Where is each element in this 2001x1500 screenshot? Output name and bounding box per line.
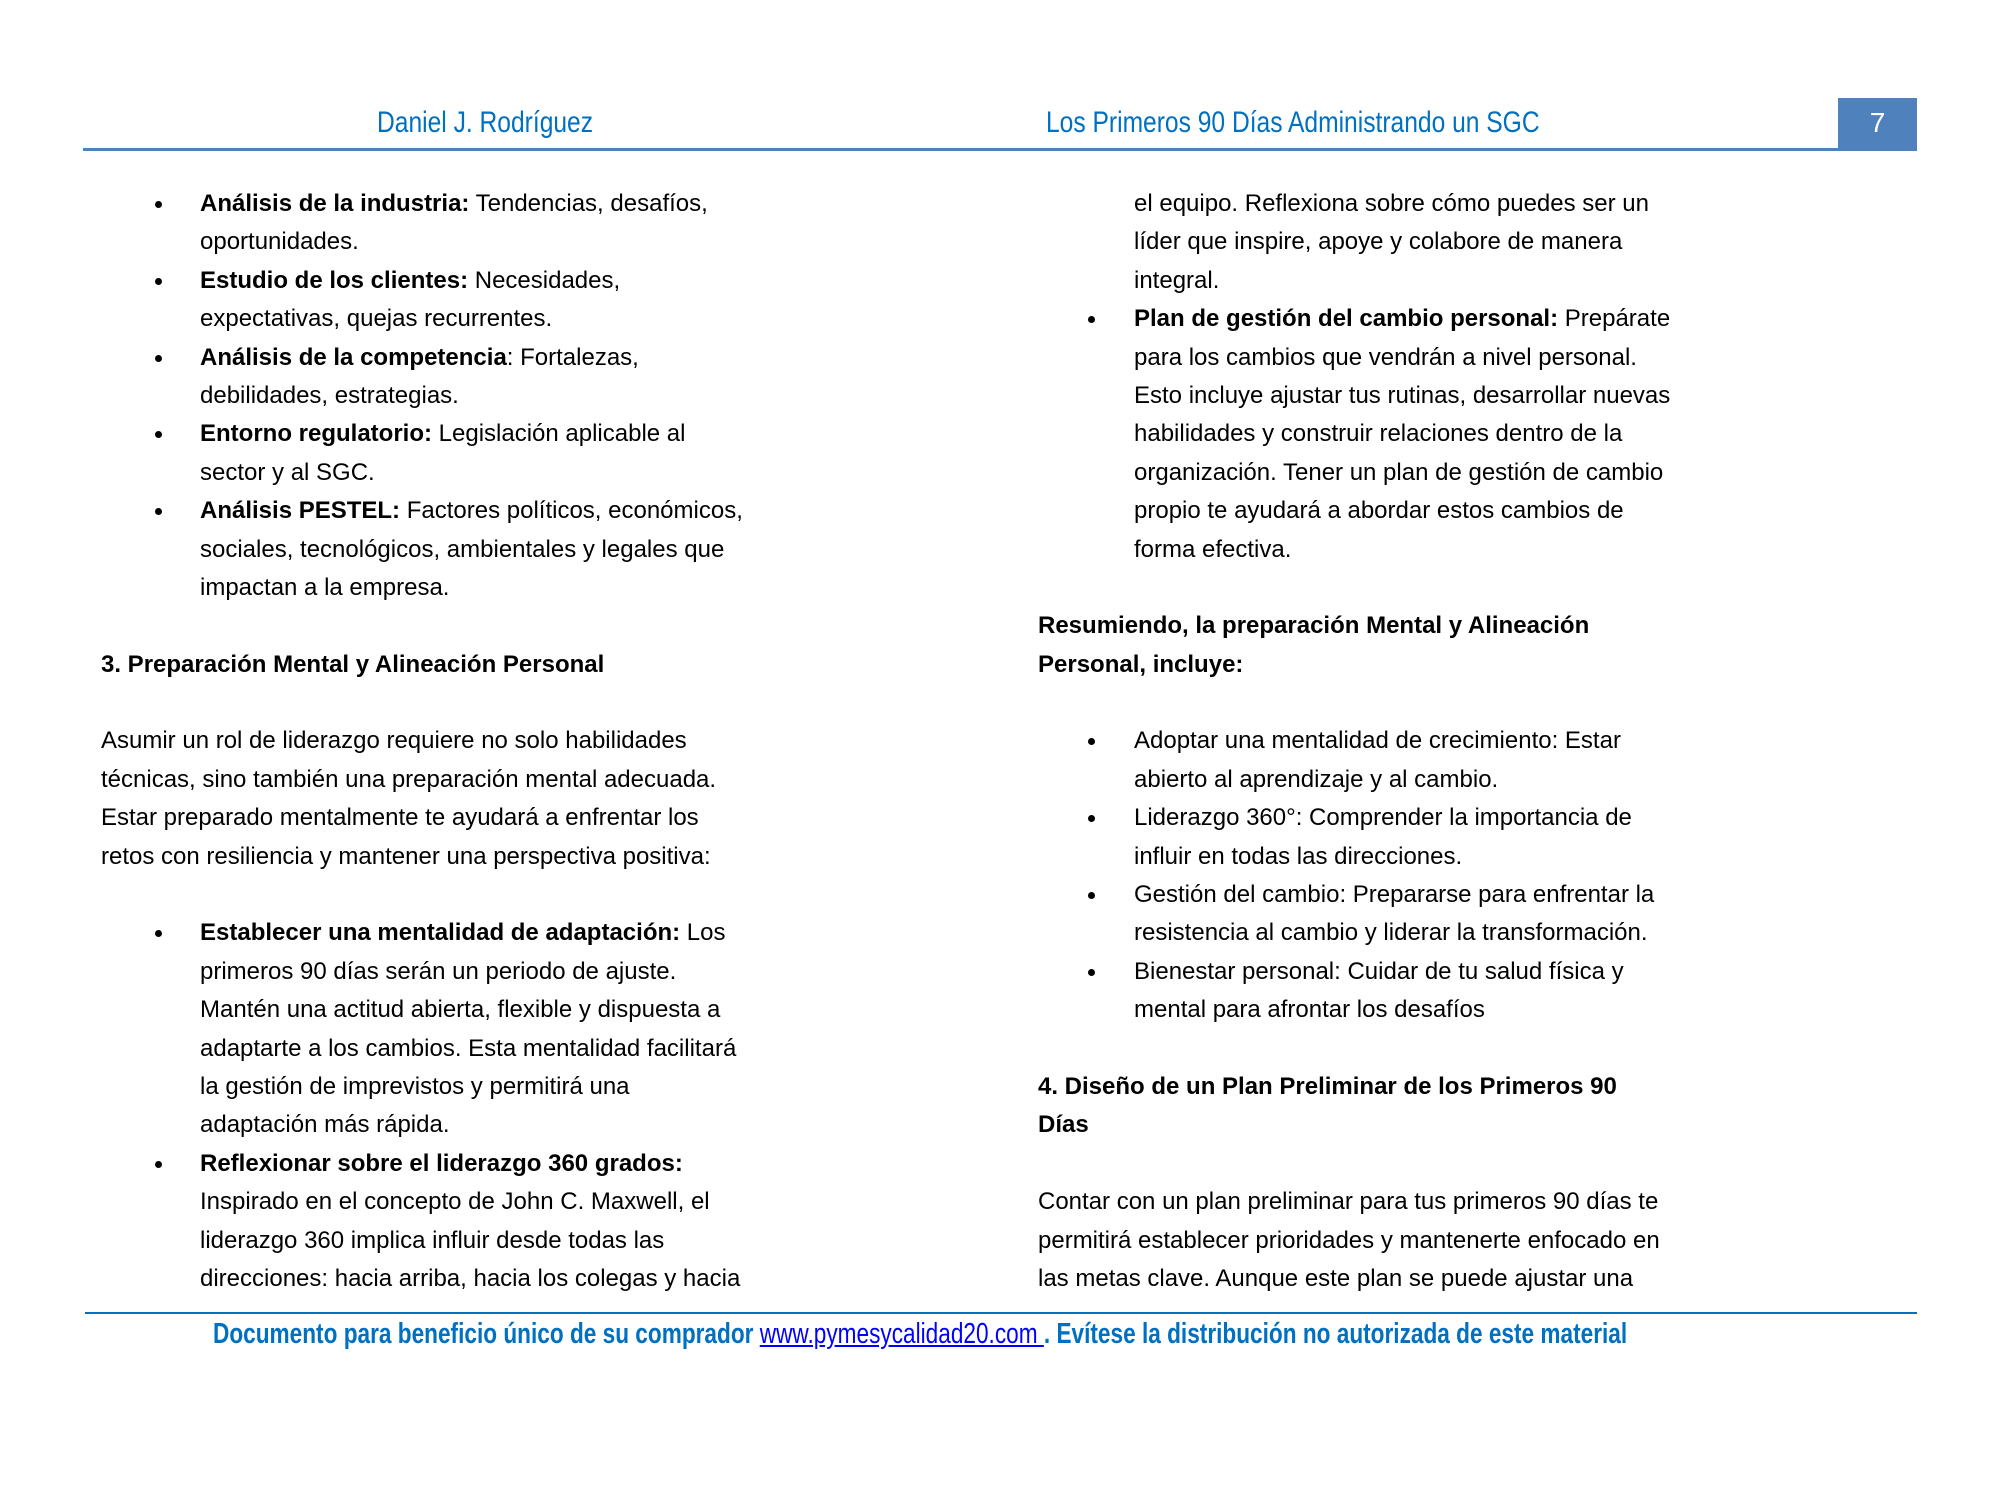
text-line [200,454,981,492]
bullet-icon [155,355,162,362]
section-3-heading: 3. Preparación Mental y Alineación Personal [101,650,605,678]
spacer [1038,684,1918,722]
text-line [200,1068,981,1106]
text-line: Asumir un rol de liderazgo requiere no solo habilidades [101,727,687,755]
list-item-body: influir en todas las direcciones. [1134,842,1463,870]
bullet-icon [155,201,162,208]
list-item-body: habilidades y construir relaciones dentro de la [1134,420,1623,448]
list-item-body: para los cambios que vendrán a nivel personal. [1134,343,1637,371]
list-item-body: Necesidades, [468,266,621,294]
list-item-text [101,914,981,1144]
list-item-body: sector y al SGC. [200,458,375,486]
list-item-body: Liderazgo 360°: Comprender la importancia de [1134,804,1632,832]
list-item-body: Tendencias, desafíos, [469,190,708,217]
list-item-body: impactan a la empresa. [200,573,450,601]
list-item-body: resistencia al cambio y liderar la transformación. [1134,919,1648,947]
left-column [101,185,981,1298]
list-item-body: forma efectiva. [1134,535,1292,563]
bullet-list-analysis [101,185,981,607]
list-item-body: liderazgo 360 implica influir desde todas las [200,1226,665,1254]
text-line [1134,761,1918,799]
text-line: Personal, incluye: [1038,650,1244,678]
list-item-body: mental para afrontar los desafíos [1134,996,1485,1024]
footer-text-before: Documento para beneficio único de su comprador [213,1318,760,1350]
section-3-paragraph [101,722,981,876]
text-line [1134,339,1918,377]
text-line [200,1183,981,1221]
summary-bullet-list [1038,722,1918,1029]
text-line: Resumiendo, la preparación Mental y Alineación [1038,612,1590,640]
text-line [200,1145,981,1183]
bullet-icon [1088,969,1095,976]
spacer [101,876,981,914]
section-4-heading [1038,1068,1918,1145]
text-line: Contar con un plan preliminar para tus primeros 90 días te [1038,1188,1659,1216]
text-line [200,223,981,261]
list-item-body: oportunidades. [200,228,359,256]
text-line [1134,876,1918,914]
text-line [1134,531,1918,569]
spacer [1038,1030,1918,1068]
right-column [1038,185,1918,1298]
list-item-text [1038,876,1918,953]
list-item-body: : Fortalezas, [506,343,639,371]
list-item [1038,300,1918,569]
list-item-body: expectativas, quejas recurrentes. [200,305,553,333]
section-4-paragraph [1038,1183,1918,1298]
header-author: Daniel J. Rodríguez [377,106,594,139]
list-item [101,262,981,339]
footer-website-link[interactable]: www.pymesycalidad20.com [759,1318,1044,1350]
footer-divider [85,1312,1917,1314]
text-line: integral. [1134,266,1220,294]
text-line [1134,300,1918,338]
list-item-text [101,339,981,416]
text-line: Días [1038,1111,1089,1139]
spacer [1038,1145,1918,1183]
list-item [101,339,981,416]
text-line [200,339,981,377]
list-item [1038,799,1918,876]
text-line [1134,953,1918,991]
text-line [1134,838,1918,876]
list-item-body: Adoptar una mentalidad de crecimiento: Estar [1134,727,1621,755]
list-item [101,914,981,1144]
text-line [200,1260,981,1298]
list-item-body: organización. Tener un plan de gestión de cambio [1134,458,1664,486]
list-item-text [1038,953,1918,1030]
bullet-list-change-plan [1038,300,1918,569]
list-item-body: debilidades, estrategias. [200,381,459,409]
list-item-body: Prepárate [1558,305,1671,333]
text-line [200,300,981,338]
text-line: las metas clave. Aunque este plan se puede ajustar una [1038,1264,1634,1292]
list-item-text [1038,300,1918,569]
text-line [200,185,981,223]
text-line [1134,377,1918,415]
text-line [1134,454,1918,492]
list-item [1038,953,1918,1030]
text-line [1134,799,1918,837]
list-item-text [101,1145,981,1299]
text-line [200,492,981,530]
text-line [200,415,981,453]
list-item-body: Los [680,919,726,947]
list-item-label: Análisis de la competencia [200,343,507,371]
list-item-text [101,415,981,492]
list-item-label: Análisis de la industria: [200,190,470,217]
list-item-body: adaptarte a los cambios. Esta mentalidad facilitará [200,1034,737,1062]
text-line [1134,914,1918,952]
list-item-body: adaptación más rápida. [200,1111,450,1139]
footer-text-after: . Evítese la distribución no autorizada de este material [1043,1318,1628,1350]
text-line: permitirá establecer prioridades y mantenerte enfocado en [1038,1226,1660,1254]
list-item-text [101,262,981,339]
list-item [1038,722,1918,799]
list-item-body: Esto incluye ajustar tus rutinas, desarrollar nuevas [1134,381,1671,409]
list-item [1038,876,1918,953]
summary-heading [1038,607,1918,684]
page-number: 7 [1869,107,1886,138]
text-line: Estar preparado mentalmente te ayudará a enfrentar los [101,804,699,832]
text-line [200,377,981,415]
text-line: 4. Diseño de un Plan Preliminar de los Primeros 90 [1038,1072,1617,1100]
spacer [101,684,981,722]
bullet-icon [1088,892,1095,899]
text-line [200,262,981,300]
spacer [1038,569,1918,607]
list-item-text [1038,799,1918,876]
text-line: líder que inspire, apoye y colabore de manera [1134,228,1623,256]
list-item-body: la gestión de imprevistos y permitirá una [200,1072,630,1100]
bullet-list-mental-preparation [101,914,981,1298]
list-item-body: primeros 90 días serán un periodo de ajuste. [200,957,677,985]
spacer [101,607,981,645]
list-item-body: Mantén una actitud abierta, flexible y dispuesta a [200,996,721,1024]
text-line: el equipo. Reflexiona sobre cómo puedes ser un [1134,190,1649,217]
list-item [101,185,981,262]
list-item-label: Análisis PESTEL: [200,497,401,525]
list-item-body: direcciones: hacia arriba, hacia los colegas y hacia [200,1264,741,1292]
text-line [1134,991,1918,1029]
list-item-text [101,185,981,262]
list-item-text [101,492,981,607]
list-item [101,492,981,607]
text-line [200,569,981,607]
footer-notice [213,1318,1627,1351]
text-line: técnicas, sino también una preparación mental adecuada. [101,765,717,793]
list-item-label: Entorno regulatorio: [200,420,432,448]
bullet-continuation [1038,185,1918,300]
bullet-icon [155,278,162,285]
list-item-label: Establecer una mentalidad de adaptación: [200,919,681,947]
list-item [101,415,981,492]
text-line [1134,722,1918,760]
list-item-label: Reflexionar sobre el liderazgo 360 grados: [200,1149,683,1177]
list-item-label: Plan de gestión del cambio personal: [1134,305,1559,333]
list-item-body: Bienestar personal: Cuidar de tu salud física y [1134,957,1624,985]
list-item [101,1145,981,1299]
text-line [200,1030,981,1068]
list-item-body: sociales, tecnológicos, ambientales y legales que [200,535,725,563]
header-divider [83,148,1843,151]
list-item-body: Inspirado en el concepto de John C. Maxwell, el [200,1188,710,1216]
page-number-badge [1838,98,1917,151]
list-item-label: Estudio de los clientes: [200,266,469,294]
text-line [1134,492,1918,530]
list-item-body: Legislación aplicable al [431,420,686,448]
text-line [200,953,981,991]
text-line [200,991,981,1029]
text-line [200,914,981,952]
text-line [200,531,981,569]
list-item-body: propio te ayudará a abordar estos cambios de [1134,497,1624,525]
list-item-text [1038,722,1918,799]
header-book-title: Los Primeros 90 Días Administrando un SGC [1046,106,1540,139]
text-line [1134,415,1918,453]
bullet-icon [155,1161,162,1168]
list-item-body: Gestión del cambio: Prepararse para enfrentar la [1134,881,1655,909]
text-line: retos con resiliencia y mantener una perspectiva positiva: [101,842,711,870]
list-item-body: Factores políticos, económicos, [400,497,743,525]
text-line [200,1106,981,1144]
text-line [200,1222,981,1260]
list-item-body: abierto al aprendizaje y al cambio. [1134,765,1499,793]
